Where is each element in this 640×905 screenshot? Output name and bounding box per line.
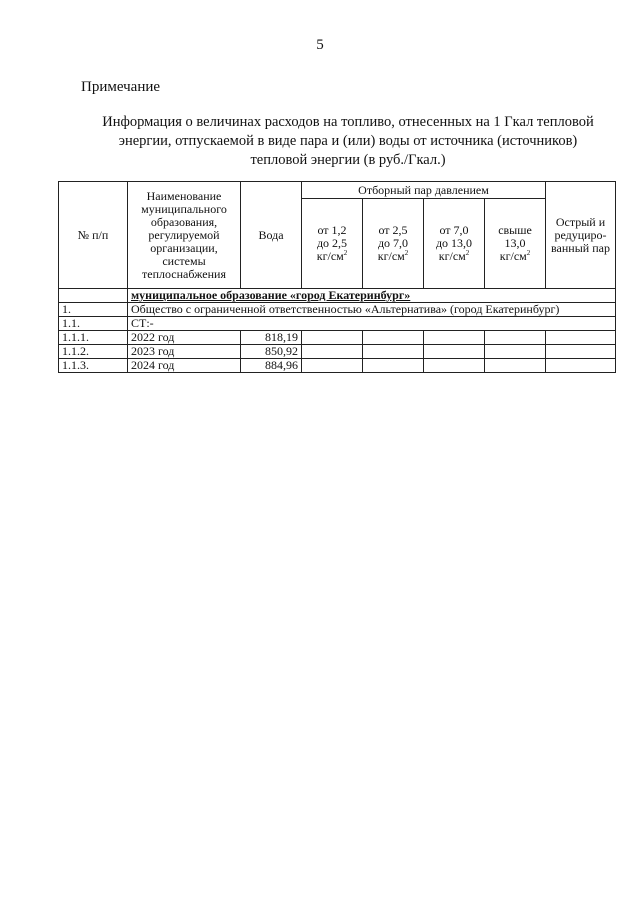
steam-1-unit-text: кг/см — [316, 249, 344, 263]
steam-2-unit-exp: 2 — [404, 249, 409, 257]
title-line-2: энергии, отпускаемой в виде пара и (или) воды от источника (источников) — [118, 133, 578, 149]
organization-name: Общество с ограниченной ответственностью «Альтернатива» (город Екатеринбург) — [128, 303, 616, 317]
header-water: Вода — [241, 182, 302, 289]
row-steam-4 — [485, 345, 546, 359]
header-num: № п/п — [59, 182, 128, 289]
steam-1-unit — [305, 250, 359, 263]
steam-1-line2: до 2,5 — [316, 236, 348, 250]
table-row — [59, 331, 616, 345]
row-water: 818,19 — [241, 331, 302, 345]
row-year: 2023 год — [128, 345, 241, 359]
header-steam-3 — [424, 199, 485, 289]
steam-1-line1: от 1,2 — [317, 223, 347, 237]
system-row — [59, 317, 616, 331]
system-num: 1.1. — [59, 317, 128, 331]
title-line-3: тепловой энергии (в руб./Гкал.) — [250, 152, 446, 168]
row-steam-3 — [424, 345, 485, 359]
organization-num: 1. — [59, 303, 128, 317]
header-steam-1 — [302, 199, 363, 289]
steam-3-unit-exp: 2 — [465, 249, 470, 257]
fuel-cost-table — [58, 181, 616, 373]
steam-4-unit — [488, 250, 542, 263]
steam-3-line1: от 7,0 — [439, 223, 469, 237]
steam-2-unit — [366, 250, 420, 263]
row-steam-3 — [424, 331, 485, 345]
row-num: 1.1.2. — [59, 345, 128, 359]
steam-4-line2: 13,0 — [504, 236, 526, 250]
municipality-num-cell — [59, 289, 128, 303]
system-name: СТ:- — [128, 317, 616, 331]
row-water: 850,92 — [241, 345, 302, 359]
row-num: 1.1.1. — [59, 331, 128, 345]
steam-2-unit-text: кг/см — [377, 249, 405, 263]
row-sharp — [546, 331, 616, 345]
row-sharp — [546, 359, 616, 373]
organization-row — [59, 303, 616, 317]
header-steam-group: Отборный пар давлением — [302, 182, 546, 199]
document-title — [88, 113, 608, 170]
steam-4-unit-exp: 2 — [526, 249, 531, 257]
page-number: 5 — [316, 37, 324, 53]
header-name: Наименование муниципального образования, регулируемой организации, системы теплоснабжения — [128, 182, 241, 289]
row-steam-1 — [302, 359, 363, 373]
steam-2-line1: от 2,5 — [378, 223, 408, 237]
steam-3-unit-text: кг/см — [438, 249, 466, 263]
table-row — [59, 345, 616, 359]
steam-4-line1: свыше — [498, 223, 532, 237]
header-steam-4 — [485, 199, 546, 289]
row-year: 2022 год — [128, 331, 241, 345]
steam-4-unit-text: кг/см — [499, 249, 527, 263]
row-steam-4 — [485, 359, 546, 373]
row-steam-2 — [363, 331, 424, 345]
row-sharp — [546, 345, 616, 359]
header-row-1 — [59, 182, 616, 199]
row-num: 1.1.3. — [59, 359, 128, 373]
municipality-row — [59, 289, 616, 303]
header-steam-2 — [363, 199, 424, 289]
title-line-1: Информация о величинах расходов на топливо, отнесенных на 1 Гкал тепловой — [102, 114, 594, 130]
row-steam-1 — [302, 345, 363, 359]
row-steam-4 — [485, 331, 546, 345]
row-steam-2 — [363, 345, 424, 359]
header-sharp-steam: Острый и редуциро-ванный пар — [546, 182, 616, 289]
row-water: 884,96 — [241, 359, 302, 373]
steam-3-line2: до 13,0 — [435, 236, 473, 250]
row-steam-2 — [363, 359, 424, 373]
row-steam-3 — [424, 359, 485, 373]
note-label: Примечание — [81, 79, 161, 95]
steam-2-line2: до 7,0 — [377, 236, 409, 250]
steam-1-unit-exp: 2 — [343, 249, 348, 257]
row-steam-1 — [302, 331, 363, 345]
row-year: 2024 год — [128, 359, 241, 373]
table-row — [59, 359, 616, 373]
steam-3-unit — [427, 250, 481, 263]
municipality-name: муниципальное образование «город Екатеринбург» — [128, 289, 616, 303]
